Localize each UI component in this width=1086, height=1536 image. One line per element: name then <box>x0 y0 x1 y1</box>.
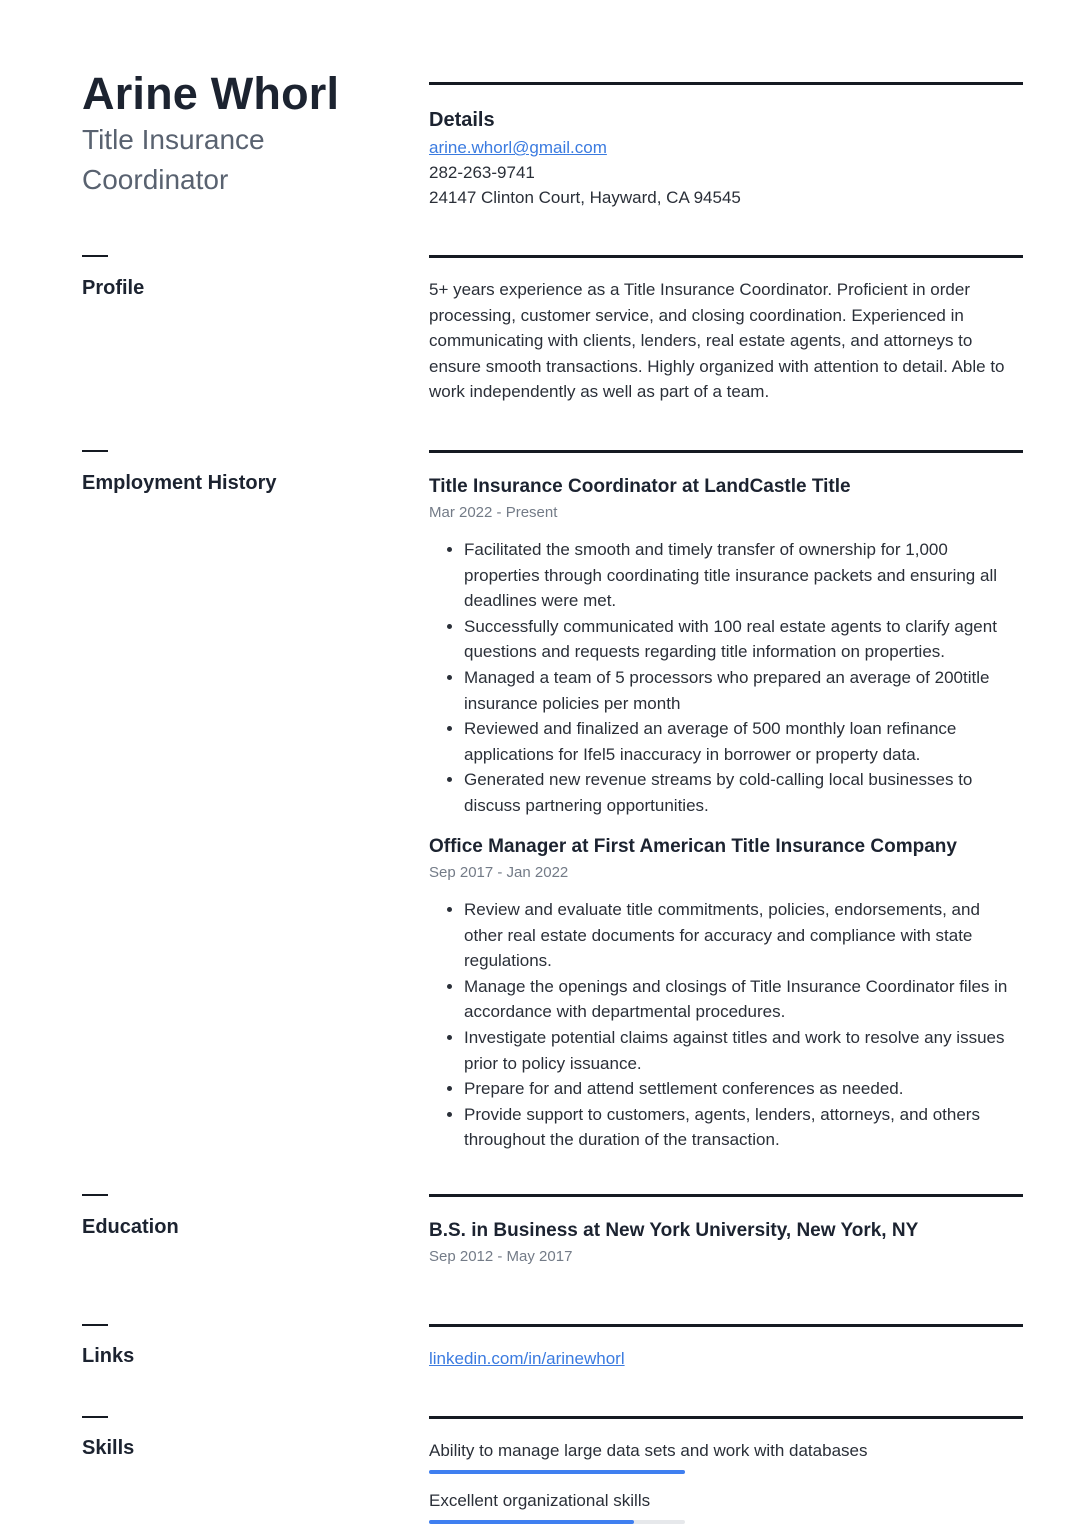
profile-rule <box>429 255 1023 258</box>
skill-level-bar <box>429 1520 685 1524</box>
details-heading: Details <box>429 109 495 131</box>
phone-text: 282-263-9741 <box>429 163 535 182</box>
skills-heading: Skills <box>82 1437 135 1459</box>
skills-dash <box>82 1416 108 1418</box>
job-title: Title Insurance Coordinator at LandCastle Title <box>429 476 851 497</box>
profile-heading: Profile <box>82 277 145 299</box>
job-entry <box>429 834 1023 1153</box>
job-bullets <box>429 897 1023 1153</box>
email-link[interactable]: arine.whorl@gmail.com <box>429 138 607 157</box>
education-dates: Sep 2012 - May 2017 <box>429 1248 573 1265</box>
list-item: • Generated new revenue streams by cold-calling local businesses to discuss partnering opportunities. <box>464 767 1023 818</box>
job-bullets <box>429 537 1023 819</box>
skill-item <box>429 1488 1023 1524</box>
skill-level-bar <box>429 1470 685 1474</box>
employment-dash <box>82 450 108 452</box>
list-item: • Manage the openings and closings of Title Insurance Coordinator files in accordance with departmental procedures. <box>464 974 1023 1025</box>
education-heading: Education <box>82 1216 179 1238</box>
skills-rule <box>429 1416 1023 1419</box>
skill-item <box>429 1438 1023 1474</box>
candidate-name: Arine Whorl <box>82 68 340 119</box>
links-heading: Links <box>82 1345 135 1367</box>
job-dates: Sep 2017 - Jan 2022 <box>429 864 569 881</box>
details-section <box>429 107 1023 210</box>
linkedin-link[interactable]: linkedin.com/in/arinewhorl <box>429 1349 625 1368</box>
skill-label: Ability to manage large data sets and work with databases <box>429 1441 868 1460</box>
links-dash <box>82 1324 108 1326</box>
skill-level-fill <box>429 1470 685 1474</box>
profile-text: 5+ years experience as a Title Insurance Coordinator. Proficient in order processing, customer service, and closing coordination. Experienced in communicating with clients, lenders, real estate agents, and attorneys to ensure smooth transactions. Highly organized with attention to detail. Able to work independently as well as part of a team. <box>429 280 1005 401</box>
details-rule <box>429 82 1023 85</box>
address-text: 24147 Clinton Court, Hayward, CA 94545 <box>429 188 741 207</box>
links-rule <box>429 1324 1023 1327</box>
list-item: • Managed a team of 5 processors who prepared an average of 200title insurance policies per month <box>464 665 1023 716</box>
education-dash <box>82 1194 108 1196</box>
list-item: • Reviewed and finalized an average of 500 monthly loan refinance applications for Ifel5 inaccuracy in borrower or property data. <box>464 716 1023 767</box>
list-item: • Prepare for and attend settlement conferences as needed. <box>464 1076 1023 1102</box>
profile-section <box>429 277 1023 405</box>
links-section <box>429 1346 1023 1371</box>
list-item: • Provide support to customers, agents, lenders, attorneys, and others throughout the duration of the transaction. <box>464 1102 1023 1153</box>
job-entry <box>429 474 1023 819</box>
employment-heading: Employment History <box>82 472 277 494</box>
job-title: Office Manager at First American Title Insurance Company <box>429 836 957 857</box>
job-dates: Mar 2022 - Present <box>429 504 558 521</box>
list-item: • Successfully communicated with 100 real estate agents to clarify agent questions and requests regarding title information on properties. <box>464 614 1023 665</box>
list-item: • Investigate potential claims against titles and work to resolve any issues prior to policy issuance. <box>464 1025 1023 1076</box>
profile-dash <box>82 255 108 257</box>
employment-rule <box>429 450 1023 453</box>
skill-level-fill <box>429 1520 634 1524</box>
list-item: • Review and evaluate title commitments, policies, endorsements, and other real estate documents for accuracy and compliance with state regulations. <box>464 897 1023 974</box>
skill-label: Excellent organizational skills <box>429 1491 651 1510</box>
education-title: B.S. in Business at New York University, New York, NY <box>429 1220 919 1241</box>
education-entry <box>429 1218 1023 1268</box>
education-rule <box>429 1194 1023 1197</box>
list-item: • Facilitated the smooth and timely transfer of ownership for 1,000 properties through coordinating title insurance packets and ensuring all deadlines were met. <box>464 537 1023 614</box>
candidate-title: Title Insurance Coordinator <box>82 124 265 195</box>
